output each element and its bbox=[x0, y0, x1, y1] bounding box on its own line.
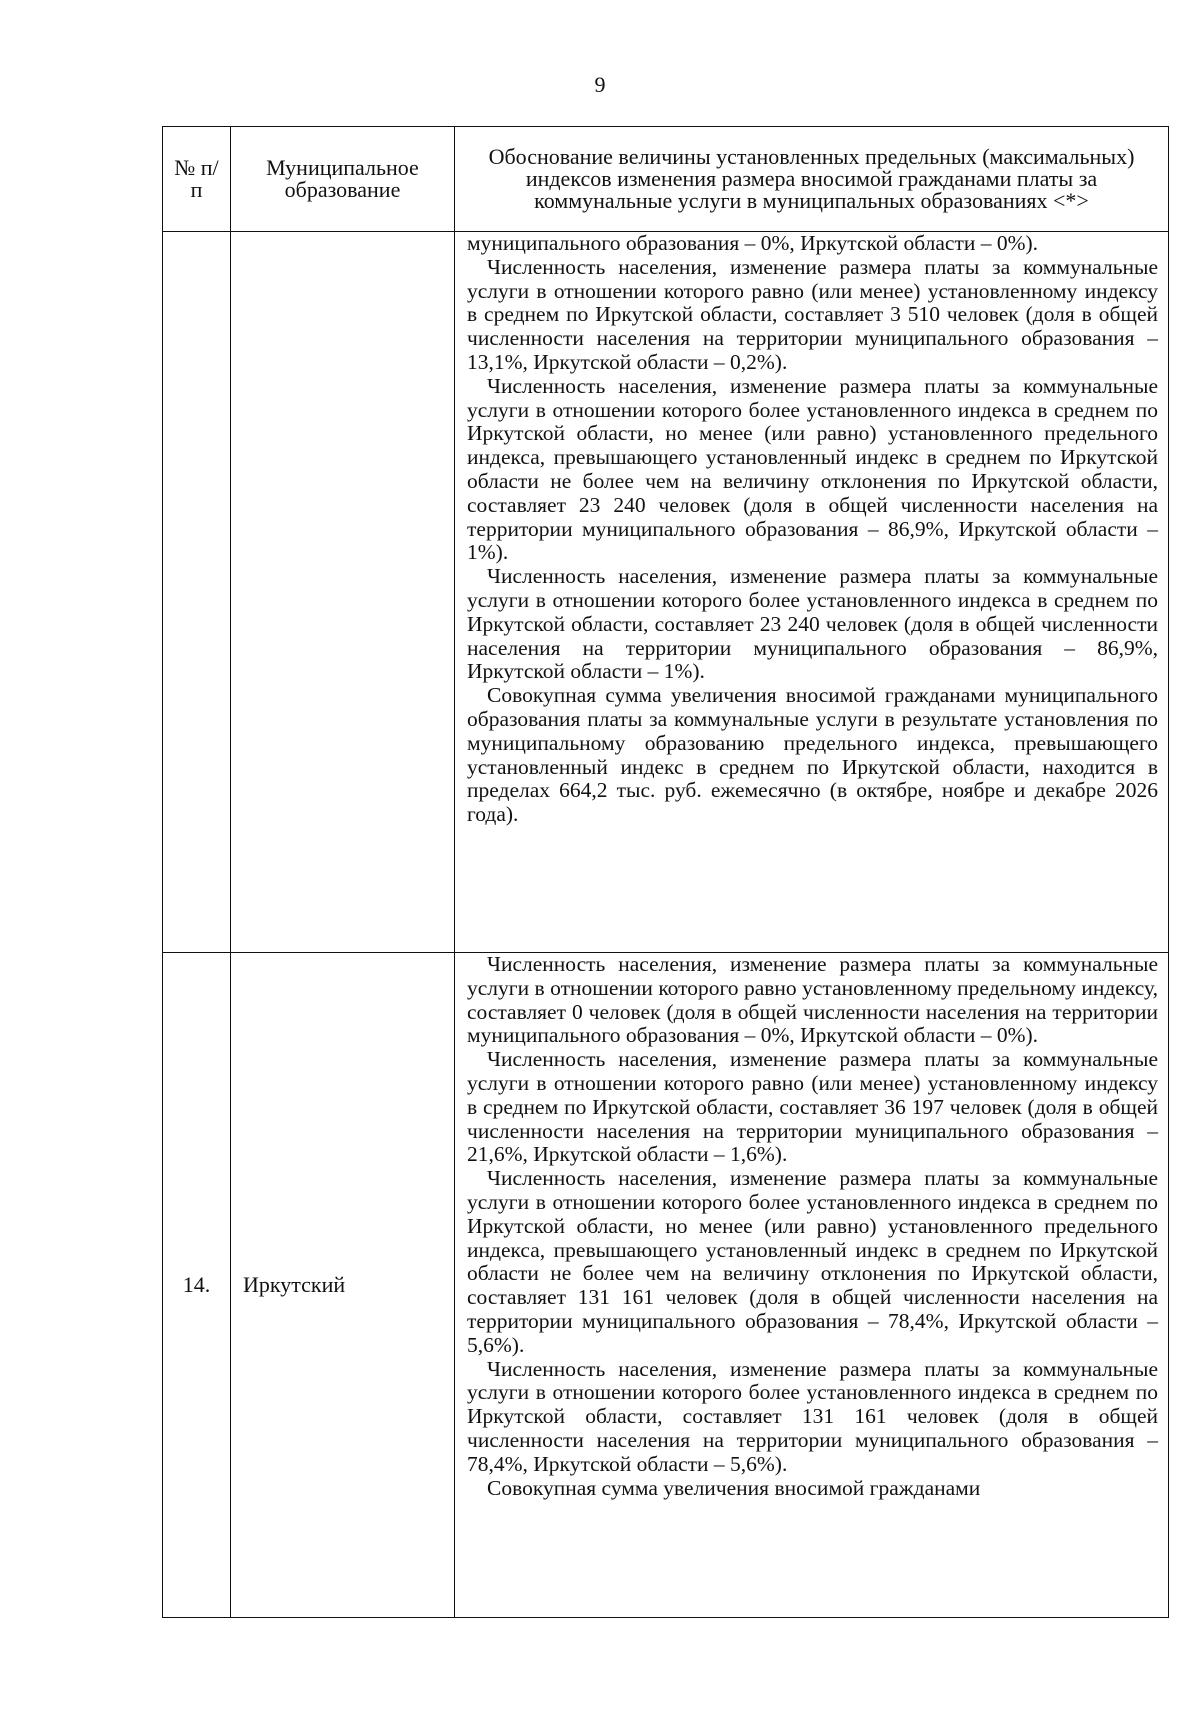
page-number: 9 bbox=[594, 72, 606, 97]
header-justification: Обоснование величины установленных предельных (максимальных) индексов изменения размера вносимой гражданами платы за коммунальные услуги в муниципальных образованиях <*> bbox=[455, 127, 1169, 232]
table-row bbox=[163, 953, 1169, 1618]
header-num: № п/п bbox=[163, 127, 231, 232]
paragraph: Численность населения, изменение размера платы за коммунальные услуги в отношении которого равно (или менее) установленному индексу в среднем по Иркутской области, составляет 36 197 человек (доля в общей численности населения на территории муниципального образования – 21,6%, Иркутской области – 1,6%). bbox=[467, 1047, 1158, 1167]
row-number: 14. bbox=[163, 953, 231, 1618]
row-justification bbox=[455, 953, 1169, 1618]
header-municipality: Муниципальное образование bbox=[231, 127, 455, 232]
justification-table bbox=[162, 126, 1169, 1618]
paragraph: Совокупная сумма увеличения вносимой гражданами bbox=[487, 1475, 981, 1500]
table-header-row bbox=[163, 127, 1169, 232]
paragraph: Совокупная сумма увеличения вносимой гражданами муниципального образования платы за коммунальные услуги в результате установления по муниципальному образованию предельного индекса, превышающего установленный индекс в среднем по Иркутской области, находится в пределах 664,2 тыс. руб. ежемесячно (в октябре, ноябре и декабре 2026 года). bbox=[467, 683, 1158, 827]
table-row bbox=[163, 232, 1169, 953]
row-municipality: Иркутский bbox=[231, 953, 455, 1618]
paragraph: Численность населения, изменение размера платы за коммунальные услуги в отношении которого более установленного индекса в среднем по Иркутской области, но менее (или равно) установленного предельного индекса, превышающего установленный индекс в среднем по Иркутской области не более чем на величину отклонения по Иркутской области, составляет 23 240 человек (доля в общей численности населения на территории муниципального образования – 86,9%, Иркутской области – 1%). bbox=[467, 373, 1158, 565]
paragraph: Численность населения, изменение размера платы за коммунальные услуги в отношении которого равно (или менее) установленному индексу в среднем по Иркутской области, составляет 3 510 человек (доля в общей численности населения на территории муниципального образования – 13,1%, Иркутской области – 0,2%). bbox=[467, 254, 1158, 374]
row-number bbox=[163, 232, 231, 953]
paragraph: Численность населения, изменение размера платы за коммунальные услуги в отношении которого более установленного индекса в среднем по Иркутской области, составляет 23 240 человек (доля в общей численности населения на территории муниципального образования – 86,9%, Иркутской области – 1%). bbox=[467, 564, 1158, 684]
row-justification bbox=[455, 232, 1169, 953]
paragraph: Численность населения, изменение размера платы за коммунальные услуги в отношении которого более установленного индекса в среднем по Иркутской области, но менее (или равно) установленного предельного индекса, превышающего установленный индекс в среднем по Иркутской области не более чем на величину отклонения по Иркутской области, составляет 131 161 человек (доля в общей численности населения на территории муниципального образования – 78,4%, Иркутской области – 5,6%). bbox=[467, 1166, 1158, 1357]
paragraph: муниципального образования – 0%, Иркутской области – 0%). bbox=[467, 231, 1039, 255]
row-municipality bbox=[231, 232, 455, 953]
paragraph: Численность населения, изменение размера платы за коммунальные услуги в отношении которого более установленного индекса в среднем по Иркутской области, составляет 131 161 человек (доля в общей численности населения на территории муниципального образования – 78,4%, Иркутской области – 5,6%). bbox=[467, 1356, 1158, 1476]
paragraph: Численность населения, изменение размера платы за коммунальные услуги в отношении которого равно установленному предельному индексу, составляет 0 человек (доля в общей численности населения на территории муниципального образования – 0%, Иркутской области – 0%). bbox=[467, 952, 1158, 1048]
